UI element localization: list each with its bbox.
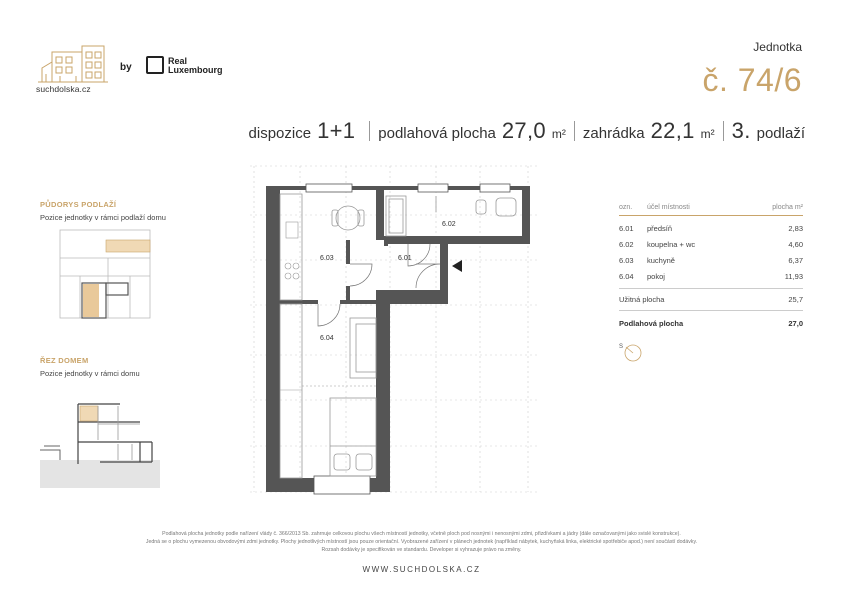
room-purpose: koupelna + wc — [647, 239, 696, 249]
apartment-floor-plan — [240, 160, 560, 500]
disclaimer-line-3: Rozsah dodávky je specifikován ve standardu. Developer si vyhrazuje právo na změny. — [321, 547, 522, 553]
footer-website-url: WWW.SUCHDOLSKA.CZ — [362, 565, 481, 574]
garden-label: zahrádka — [582, 125, 645, 142]
room-purpose: předsíň — [647, 223, 673, 233]
floor-area-label: podlahová plocha — [378, 125, 496, 142]
room-area-table — [619, 200, 803, 336]
header-purpose: účel místnosti — [647, 204, 690, 211]
floor-position-thumbnail — [40, 228, 160, 328]
divider — [574, 121, 575, 141]
room-label-6-03: 6.03 — [320, 255, 334, 262]
usable-area-label: Užitná plocha — [619, 295, 665, 304]
logo-site-name: suchdolska.cz — [36, 84, 91, 94]
divider — [369, 121, 370, 141]
total-area-value: 27,0 — [788, 319, 803, 328]
real-luxembourg-logo-mark — [146, 56, 164, 74]
room-label-6-02: 6.02 — [442, 221, 456, 228]
disclaimer-line-1: Podlahová plocha jednotky podle nařízení vlády č. 366/2013 Sb. zahrnuje celkovou plochu všech místností jednotky, včetně ploch pod nosnými i nenosnými zdmi, přizdívkami a jádry (dále označovanými jako svislé konstrukce). — [162, 531, 681, 537]
layout-label: dispozice — [248, 125, 312, 142]
unit-number: č. 74/6 — [702, 62, 802, 98]
partner-name-line1: Real — [168, 56, 188, 66]
room-code: 6.04 — [619, 271, 634, 281]
footer-disclaimer — [40, 530, 803, 554]
unit-label: Jednotka — [753, 40, 802, 54]
room-code: 6.02 — [619, 239, 634, 249]
usable-area-row — [619, 288, 803, 310]
layout-value: 1+1 — [317, 118, 356, 143]
floor-area-value: 27,0 — [501, 118, 546, 143]
section-cut-subtitle: Pozice jednotky v rámci domu — [40, 369, 140, 378]
unit-summary-headline — [249, 118, 805, 144]
partner-name-line2: Luxembourg — [168, 65, 223, 75]
room-purpose: kuchyně — [647, 255, 675, 265]
table-row — [619, 252, 803, 268]
header-code: ozn. — [619, 204, 633, 211]
room-area: 2,83 — [788, 223, 803, 233]
section-cut-thumbnail — [40, 400, 160, 490]
floor-plan-section-title: PŮDORYS PODLAŽÍ — [40, 200, 117, 209]
room-code: 6.01 — [619, 223, 634, 233]
real-luxembourg-logo-text — [168, 57, 223, 75]
floor-value: 3. — [731, 118, 751, 143]
floor-label: podlaží — [756, 125, 805, 142]
room-purpose: pokoj — [647, 271, 665, 281]
total-area-row — [619, 310, 803, 336]
room-label-6-04: 6.04 — [320, 335, 334, 342]
disclaimer-line-2: Jedná se o plochu vymezenou obvodovými zdmi jednotky. Plochy jednotlivých místností jsou pouze orientační. Vyobrazené zařízení v plánech jednotek (například nábytek, kuchyňská linka, elektrické spotřebiče apod.) není součástí dodávky. — [145, 539, 698, 545]
usable-area-value: 25,7 — [788, 295, 803, 304]
room-area: 11,93 — [784, 271, 803, 281]
table-row — [619, 220, 803, 236]
floor-plan-section-subtitle: Pozice jednotky v rámci podlaží domu — [40, 213, 166, 222]
total-area-label: Podlahová plocha — [619, 319, 684, 328]
room-code: 6.03 — [619, 255, 634, 265]
by-label: by — [120, 62, 132, 73]
header-area: plocha m² — [772, 204, 803, 211]
table-header — [619, 200, 803, 216]
room-area: 4,60 — [788, 239, 803, 249]
garden-unit: m² — [700, 127, 715, 141]
room-area: 6,37 — [788, 255, 803, 265]
divider — [723, 121, 724, 141]
room-label-6-01: 6.01 — [398, 255, 412, 262]
section-cut-title: ŘEZ DOMEM — [40, 356, 89, 365]
compass-label: S — [619, 344, 624, 350]
table-row — [619, 236, 803, 252]
table-row — [619, 268, 803, 284]
floor-area-unit: m² — [551, 127, 566, 141]
garden-value: 22,1 — [650, 118, 695, 143]
north-compass-icon — [618, 340, 644, 364]
